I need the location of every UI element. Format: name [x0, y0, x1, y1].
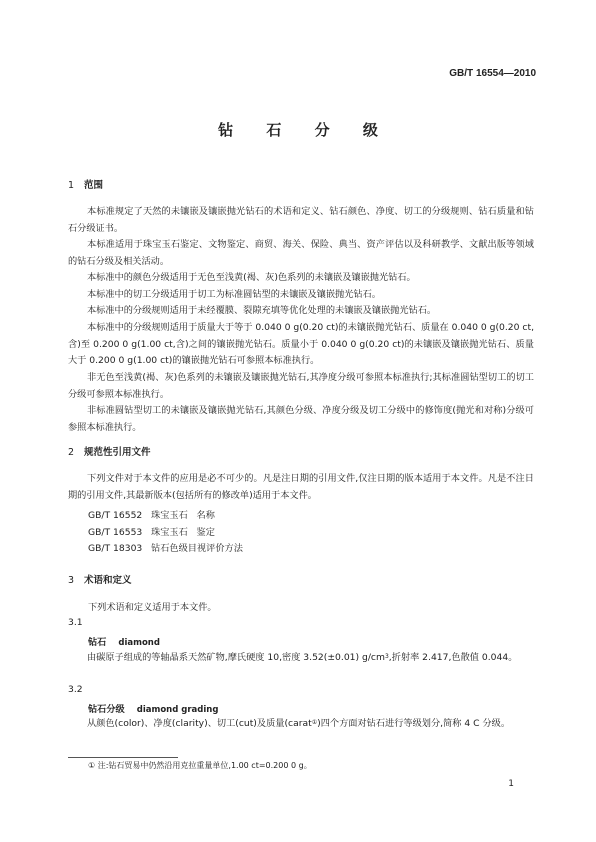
term-3-1-definition: 由碳原子组成的等轴晶系天然矿物,摩氏硬度 10,密度 3.52(±0.01) $g/cm^3$,折射率 2.417,色散值 0.044。 — [87, 652, 518, 663]
reference-gb-t-18303: GB/T 18303 钻石色级目视评价方法 — [88, 543, 243, 554]
section-1-heading: 1 范围 — [68, 180, 104, 191]
page-number: 1 — [508, 779, 514, 789]
section-1-paragraph-5: 本标准中的分级规则适用于未经覆膜、裂隙充填等优化处理的未镶嵌及镶嵌抛光钻石。 — [87, 305, 437, 316]
document-title: 钻 石 分 级 — [218, 121, 392, 139]
reference-gb-t-16552: GB/T 16552 珠宝玉石 名称 — [88, 510, 215, 521]
section-2-intro: 下列文件对于本文件的应用是必不可少的。凡是注日期的引用文件,仅注日期的版本适用于本文件。凡是不注日期的引用文件,其最新版本(包括所有的修改单)适用于本文件。 — [68, 473, 534, 501]
section-3-intro: 下列术语和定义适用于本文件。 — [88, 602, 217, 613]
section-3-heading: 3 术语和定义 — [68, 575, 132, 586]
standard-code: GB/T 16554—2010 — [449, 68, 536, 79]
section-1-paragraph-1: 本标准规定了天然的未镶嵌及镶嵌抛光钻石的术语和定义、钻石颜色、净度、切工的分级规则、钻石质量和钻石分级证书。 — [68, 206, 534, 234]
footnote: ① 注:钻石贸易中仍然沿用克拉重量单位,1.00 ct=0.200 0 g。 — [88, 761, 312, 770]
term-3-2-title: 钻石分级 diamond grading — [88, 704, 219, 715]
term-3-2-definition: 从颜色(color)、净度(clarity)、切工(cut)及质量(carat①)四个方面对钻石进行等级划分,简称 4 C 分级。 — [87, 718, 511, 729]
term-3-1-title: 钻石 diamond — [88, 637, 160, 648]
section-1-paragraph-2: 本标准适用于珠宝玉石鉴定、文物鉴定、商贸、海关、保险、典当、资产评估以及科研教学、文献出版等领域的钻石分级及相关活动。 — [68, 239, 534, 267]
term-3-1-number: 3.1 — [68, 617, 83, 628]
section-1-paragraph-3: 本标准中的颜色分级适用于无色至浅黄(褐、灰)色系列的未镶嵌及镶嵌抛光钻石。 — [87, 272, 416, 283]
section-1-paragraph-6: 本标准中的分级规则适用于质量大于等于 0.040 0 g(0.20 ct)的未镶嵌抛光钻石、质量在 0.040 0 g(0.20 ct,含)至 0.200 0 g(1.00 ct,含)之间的镶嵌抛光钻石。质量小于 0.040 0 g(0.20 ct)的未镶嵌及镶嵌抛光钻石、质量大于 0.200 0 g(1.00 ct)的镶嵌抛光钻石可参照本标准执行。 — [68, 322, 534, 367]
footnote-divider — [68, 757, 178, 758]
section-1-paragraph-8: 非标准圆钻型切工的未镶嵌及镶嵌抛光钻石,其颜色分级、净度分级及切工分级中的修饰度(抛光和对称)分级可参照本标准执行。 — [68, 405, 534, 433]
section-2-heading: 2 规范性引用文件 — [68, 447, 151, 458]
section-1-paragraph-4: 本标准中的切工分级适用于切工为标准圆钻型的未镶嵌及镶嵌抛光钻石。 — [87, 289, 381, 300]
reference-gb-t-16553: GB/T 16553 珠宝玉石 鉴定 — [88, 527, 215, 538]
term-3-2-number: 3.2 — [68, 684, 83, 695]
section-1-paragraph-7: 非无色至浅黄(褐、灰)色系列的未镶嵌及镶嵌抛光钻石,其净度分级可参照本标准执行;其标准圆钻型切工的切工分级可参照本标准执行。 — [68, 372, 534, 400]
